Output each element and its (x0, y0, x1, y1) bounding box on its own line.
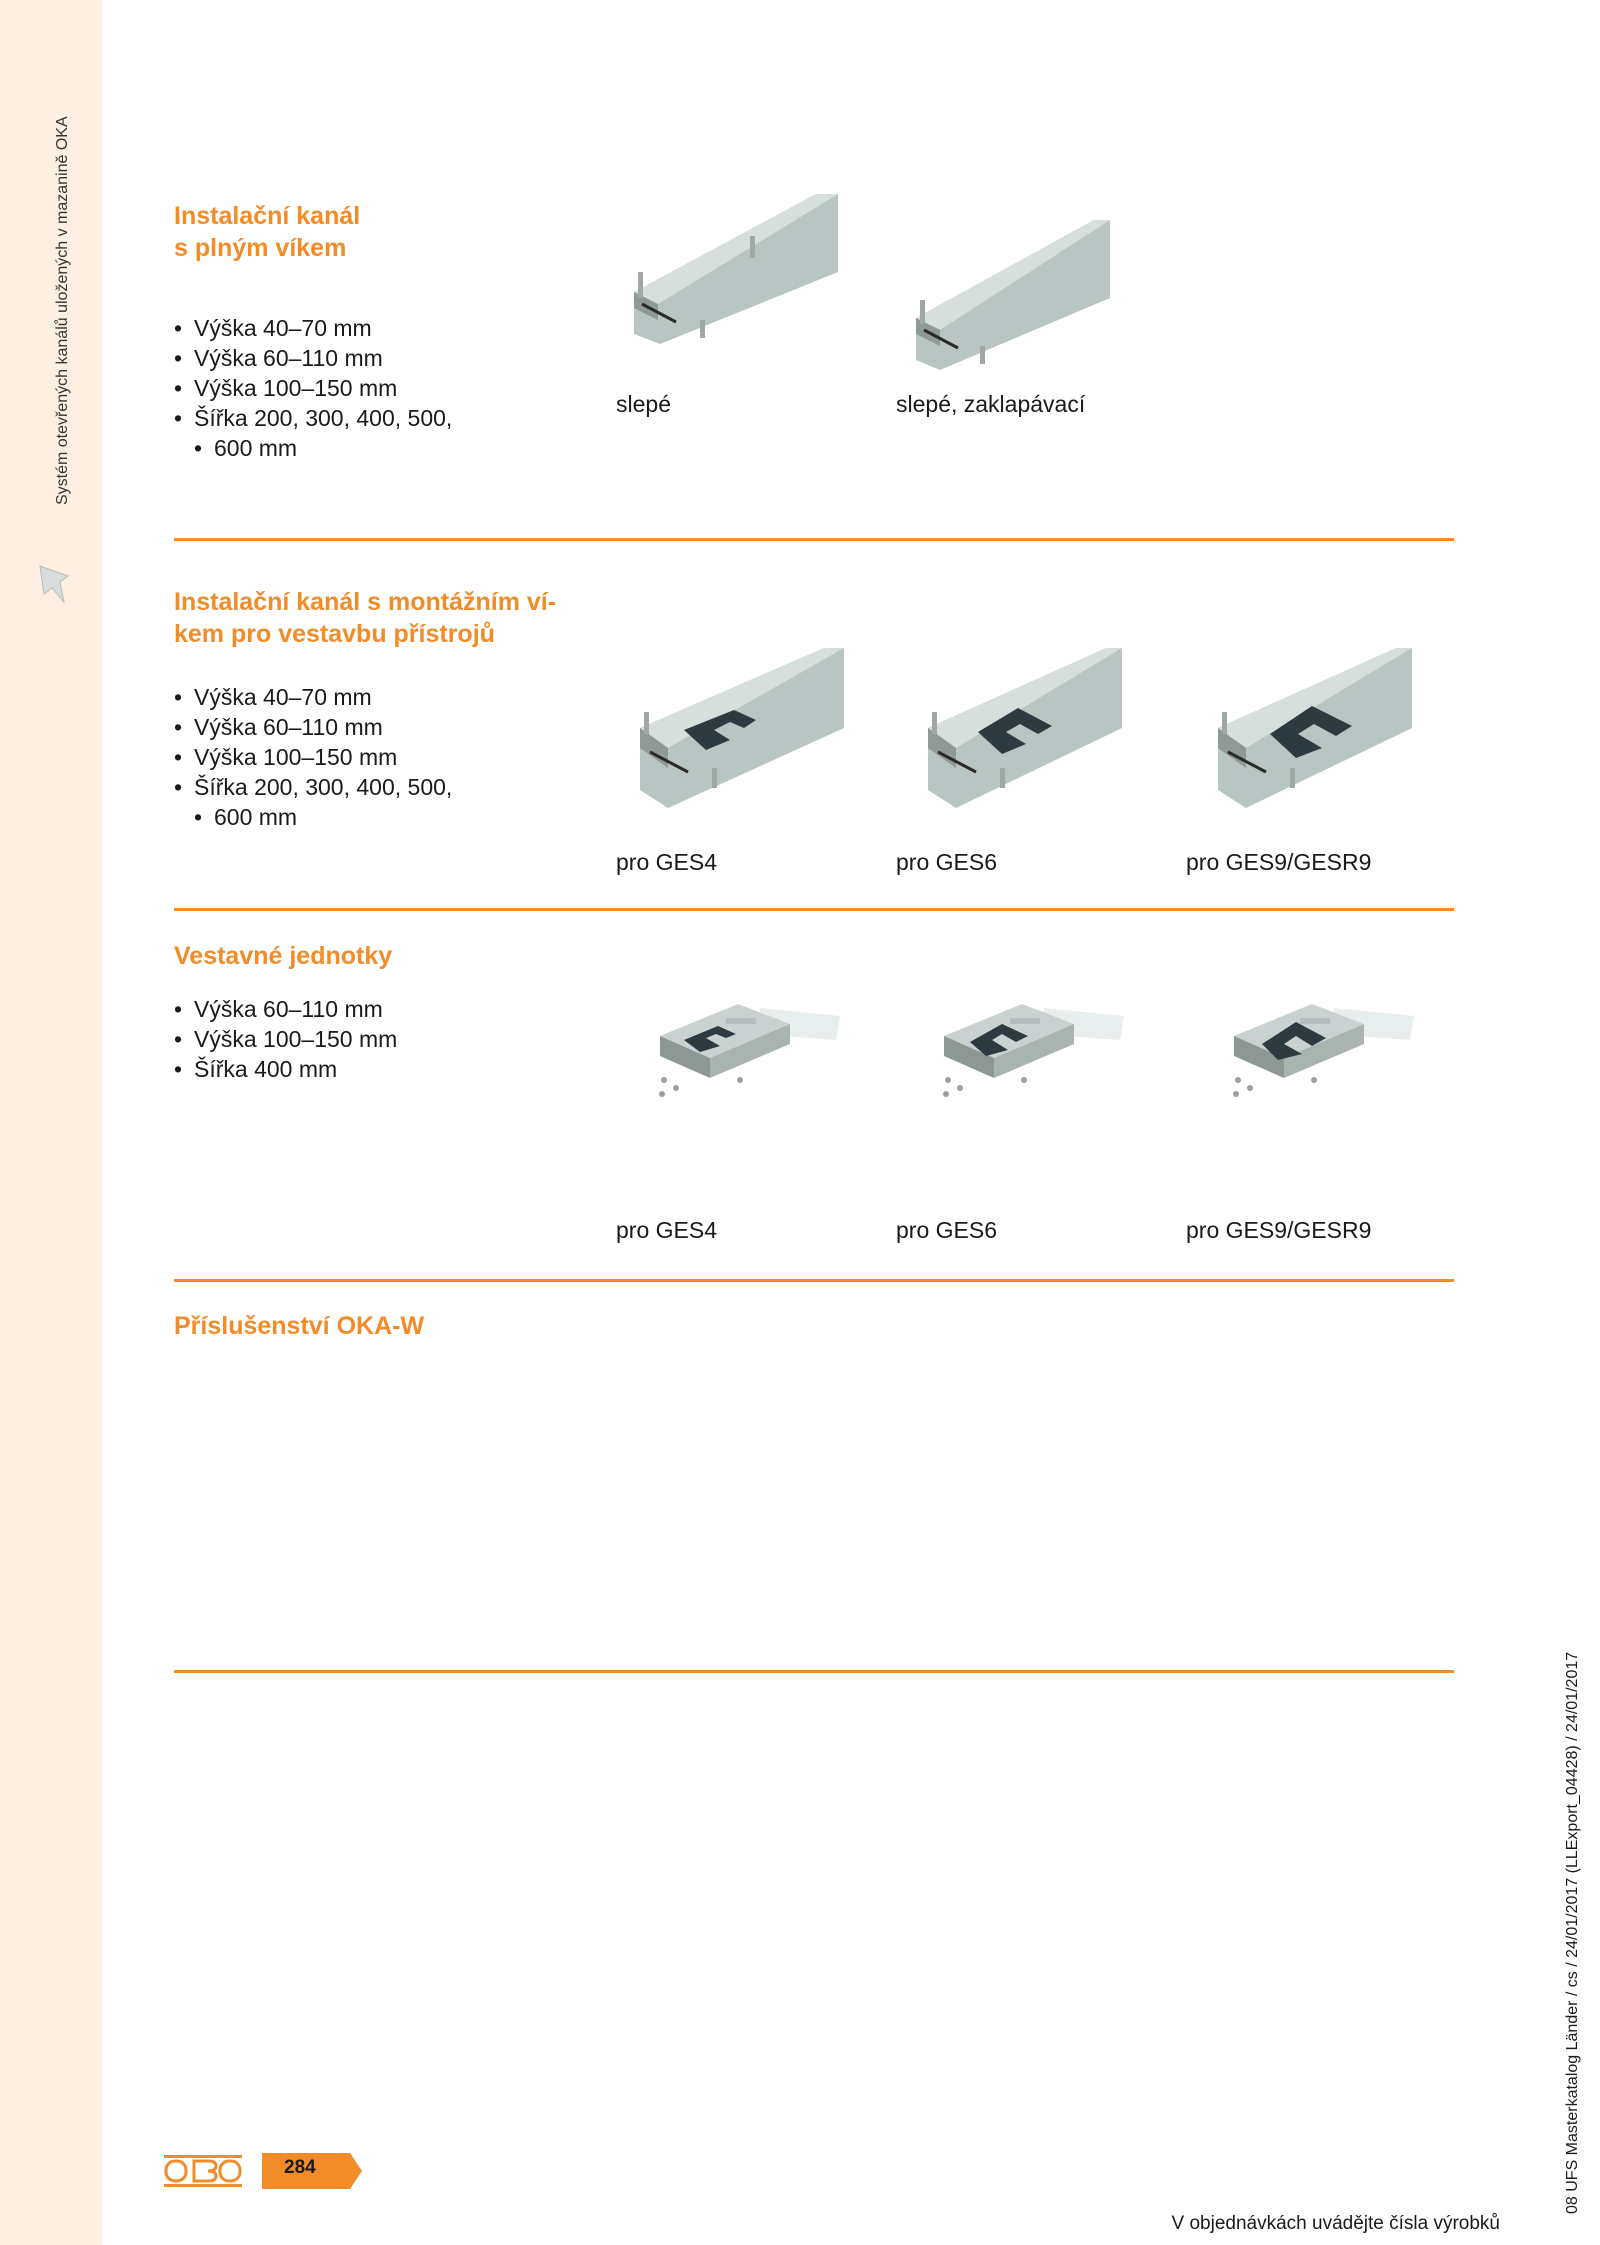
section-divider (174, 538, 1454, 541)
section-built-in-units (174, 940, 1454, 1260)
product-image-ges9-channel (1212, 648, 1412, 808)
page-number: 284 (284, 2157, 316, 2178)
feature-item: • Šířka 200, 300, 400, 500, (174, 772, 544, 802)
section-divider (174, 908, 1454, 911)
section-divider (174, 1670, 1454, 1673)
heading-line: kem pro vestavbu přístrojů (174, 620, 495, 648)
section-full-cover (174, 200, 1454, 520)
feature-item: • Výška 100–150 mm (174, 373, 544, 403)
heading-line: Příslušenství OKA-W (174, 1312, 425, 1340)
feature-item: • Výška 60–110 mm (174, 343, 544, 373)
product-image-ges9-unit (1214, 994, 1414, 1114)
product-image-ges6-unit (924, 994, 1124, 1114)
product-image-ges6-channel (922, 648, 1122, 808)
sidebar-vertical-title: Systém otevřených kanálů uložených v mazanině OKA (54, 116, 71, 505)
feature-item: • Šířka 200, 300, 400, 500, (174, 403, 544, 433)
product-caption: slepé (616, 391, 671, 417)
product-image-channel-snap (910, 220, 1110, 370)
heading-line: Instalační kanál (174, 202, 361, 230)
feature-item: • 600 mm (174, 433, 544, 463)
feature-list (174, 682, 544, 832)
sidebar-band (0, 0, 102, 2245)
section-accessories (174, 1310, 1454, 1370)
obo-logo (162, 2151, 244, 2196)
feature-item: • Výška 40–70 mm (174, 313, 544, 343)
heading-line: Instalační kanál s montážním ví- (174, 588, 557, 616)
feature-item: • Výška 60–110 mm (174, 994, 544, 1024)
section-heading (174, 200, 594, 264)
product-caption: pro GES6 (896, 1217, 997, 1243)
section-divider (174, 1279, 1454, 1282)
vertical-meta-text: 08 UFS Masterkatalog Länder / cs / 24/01/2017 (LLExport_04428) / 24/01/2017 (1564, 1651, 1581, 2214)
feature-list (174, 313, 544, 463)
product-image-channel-blind (628, 194, 838, 344)
product-caption: pro GES9/GESR9 (1186, 849, 1372, 875)
product-caption: pro GES6 (896, 849, 997, 875)
feature-list (174, 994, 544, 1084)
feature-item: • Výška 100–150 mm (174, 742, 544, 772)
feature-item: • Výška 100–150 mm (174, 1024, 544, 1054)
feature-item: • 600 mm (174, 802, 544, 832)
heading-line: Vestavné jednotky (174, 942, 393, 970)
product-caption: pro GES4 (616, 1217, 717, 1243)
heading-line: s plným víkem (174, 234, 347, 262)
footer-note: V objednávkách uvádějte čísla výrobků (1171, 2213, 1500, 2234)
product-caption: slepé, zaklapávací (896, 391, 1086, 417)
product-image-ges4-unit (640, 994, 840, 1114)
product-caption: pro GES4 (616, 849, 717, 875)
section-heading (174, 586, 614, 650)
section-mounting-cover (174, 586, 1454, 906)
product-caption: pro GES9/GESR9 (1186, 1217, 1372, 1243)
chapter-marker-icon (38, 562, 72, 613)
feature-item: • Výška 40–70 mm (174, 682, 544, 712)
section-heading (174, 940, 594, 972)
feature-item: • Výška 60–110 mm (174, 712, 544, 742)
feature-item: • Šířka 400 mm (174, 1054, 544, 1084)
product-image-ges4-channel (634, 648, 844, 808)
section-heading (174, 1310, 594, 1342)
